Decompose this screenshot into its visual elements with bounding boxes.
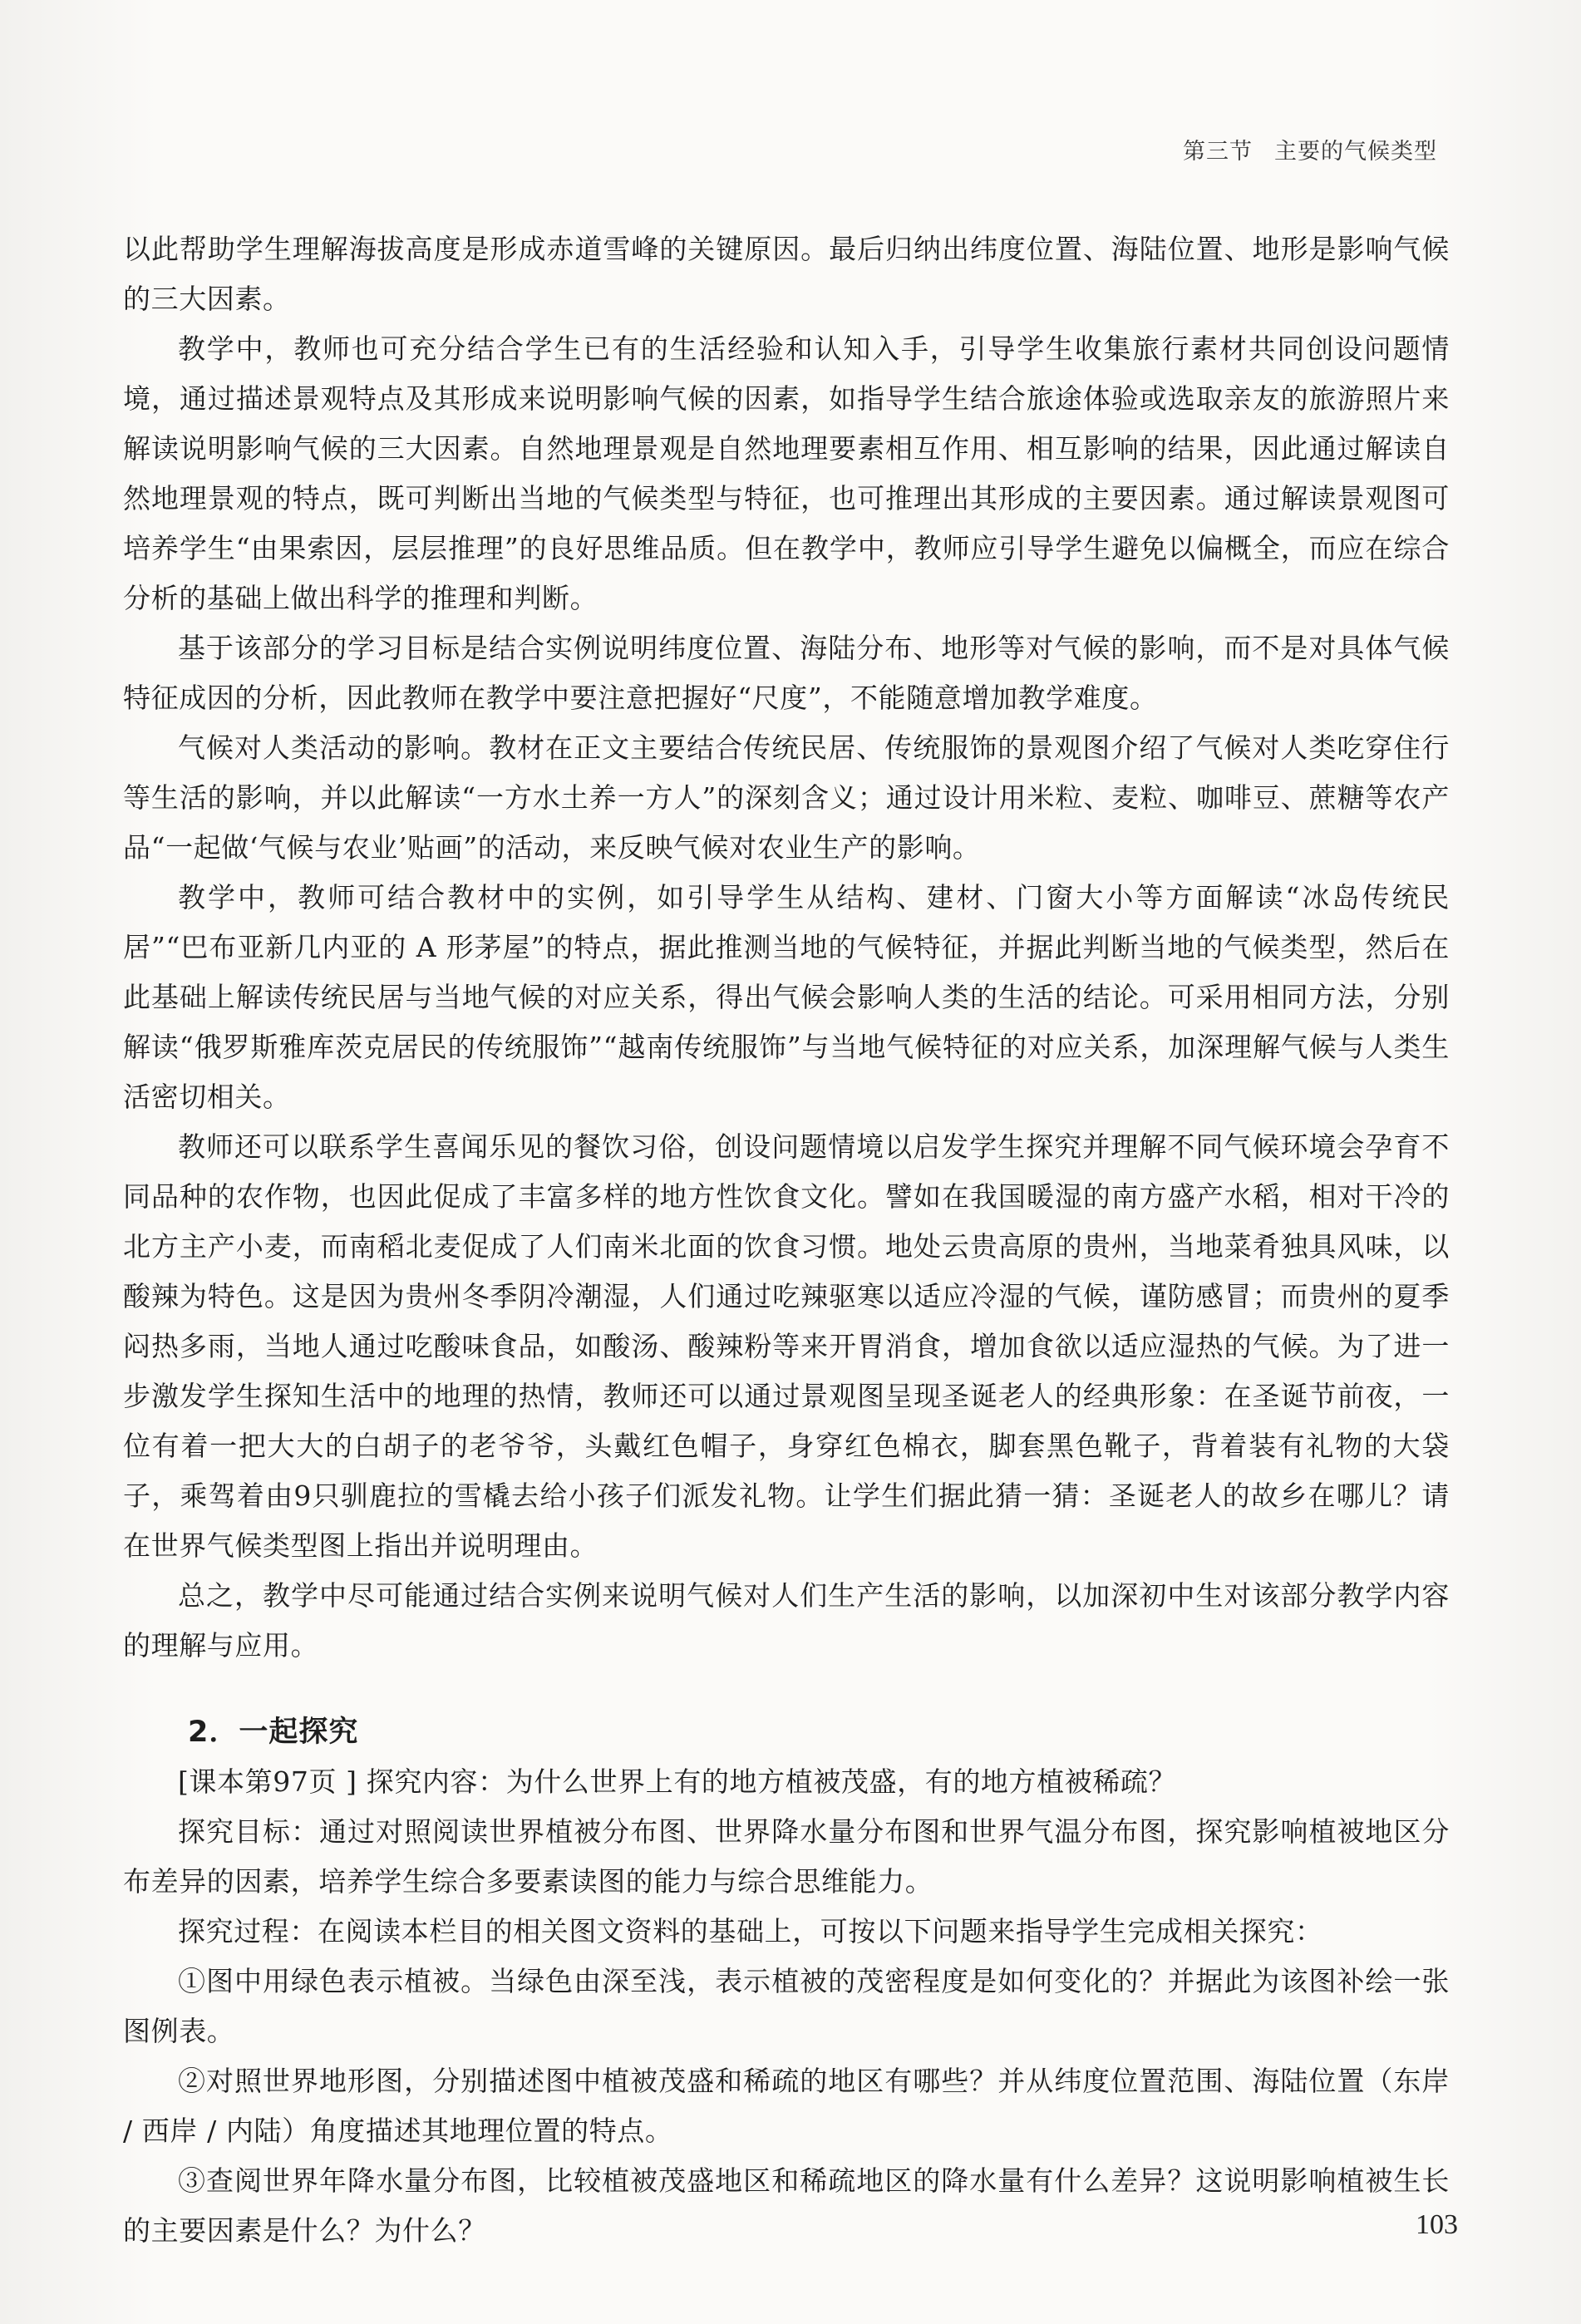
paragraph-5: 教学中，教师可结合教材中的实例，如引导学生从结构、建材、门窗大小等方面解读“冰岛传统民居”“巴布亚新几内亚的 A 形茅屋”的特点，据此推测当地的气候特征，并据此判断当地的气候类型，然后在此基础上解读传统民居与当地气候的对应关系，得出气候会影响人类的生活的结论。可采用相同方法，分别解读“俄罗斯雅库茨克居民的传统服饰”“越南传统服饰”与当地气候特征的对应关系，加深理解气候与人类生活密切相关。 bbox=[123, 881, 1450, 1113]
inquiry-process: 探究过程：在阅读本栏目的相关图文资料的基础上，可按以下问题来指导学生完成相关探究： bbox=[178, 1915, 1323, 1947]
inquiry-reference: [课本第97页 ] 探究内容：为什么世界上有的地方植被茂盛，有的地方植被稀疏？ bbox=[178, 1765, 1177, 1798]
section-number: 第三节 bbox=[1183, 139, 1253, 165]
paragraph-2: 教学中，教师也可充分结合学生已有的生活经验和认知入手，引导学生收集旅行素材共同创设问题情境，通过描述景观特点及其形成来说明影响气候的因素，如指导学生结合旅途体验或选取亲友的旅游照片来解读说明影响气候的三大因素。自然地理景观是自然地理要素相互作用、相互影响的结果，因此通过解读自然地理景观的特点，既可判断出当地的气候类型与特征，也可推理出其形成的主要因素。通过解读景观图可培养学生“由果索因，层层推理”的良好思维品质。但在教学中，教师应引导学生避免以偏概全，而应在综合分析的基础上做出科学的推理和判断。 bbox=[123, 332, 1450, 614]
paragraph-7: 总之，教学中尽可能通过结合实例来说明气候对人们生产生活的影响，以加深初中生对该部分教学内容的理解与应用。 bbox=[123, 1579, 1450, 1662]
page-number: 103 bbox=[1416, 2209, 1458, 2240]
paragraph-1: 以此帮助学生理解海拔高度是形成赤道雪峰的关键原因。最后归纳出纬度位置、海陆位置、地形是影响气候的三大因素。 bbox=[123, 233, 1450, 315]
question-3: ③查阅世界年降水量分布图，比较植被茂盛地区和稀疏地区的降水量有什么差异？这说明影响植被生长的主要因素是什么？为什么？ bbox=[123, 2164, 1450, 2247]
body-text bbox=[123, 224, 1450, 2256]
question-2: ②对照世界地形图，分别描述图中植被茂盛和稀疏的地区有哪些？并从纬度位置范围、海陆位置（东岸 / 西岸 / 内陆）角度描述其地理位置的特点。 bbox=[123, 2065, 1450, 2147]
paragraph-4: 气候对人类活动的影响。教材在正文主要结合传统民居、传统服饰的景观图介绍了气候对人类吃穿住行等生活的影响，并以此解读“一方水土养一方人”的深刻含义；通过设计用米粒、麦粒、咖啡豆、蔗糖等农产品“一起做‘气候与农业’贴画”的活动，来反映气候对农业生产的影响。 bbox=[123, 731, 1450, 864]
paragraph-6: 教师还可以联系学生喜闻乐见的餐饮习俗，创设问题情境以启发学生探究并理解不同气候环境会孕育不同品种的农作物，也因此促成了丰富多样的地方性饮食文化。譬如在我国暖湿的南方盛产水稻，相对干冷的北方主产小麦，而南稻北麦促成了人们南米北面的饮食习惯。地处云贵高原的贵州，当地菜肴独具风味，以酸辣为特色。这是因为贵州冬季阴冷潮湿，人们通过吃辣驱寒以适应冷湿的气候，谨防感冒；而贵州的夏季闷热多雨，当地人通过吃酸味食品，如酸汤、酸辣粉等来开胃消食，增加食欲以适应湿热的气候。为了进一步激发学生探知生活中的地理的热情，教师还可以通过景观图呈现圣诞老人的经典形象：在圣诞节前夜，一位有着一把大大的白胡子的老爷爷，头戴红色帽子，身穿红色棉衣，脚套黑色靴子，背着装有礼物的大袋子，乘驾着由9只驯鹿拉的雪橇去给小孩子们派发礼物。让学生们据此猜一猜：圣诞老人的故乡在哪儿？请在世界气候类型图上指出并说明理由。 bbox=[123, 1130, 1450, 1562]
paragraph-3: 基于该部分的学习目标是结合实例说明纬度位置、海陆分布、地形等对气候的影响，而不是对具体气候特征成因的分析，因此教师在教学中要注意把握好“尺度”，不能随意增加教学难度。 bbox=[123, 632, 1450, 714]
inquiry-goal: 探究目标：通过对照阅读世界植被分布图、世界降水量分布图和世界气温分布图，探究影响植被地区分布差异的因素，培养学生综合多要素读图的能力与综合思维能力。 bbox=[123, 1815, 1450, 1898]
running-head bbox=[1183, 133, 1437, 165]
section-title: 主要的气候类型 bbox=[1274, 139, 1437, 165]
section-heading: 2．一起探究 bbox=[188, 1716, 359, 1749]
question-1: ①图中用绿色表示植被。当绿色由深至浅，表示植被的茂密程度是如何变化的？并据此为该图补绘一张图例表。 bbox=[123, 1965, 1450, 2047]
